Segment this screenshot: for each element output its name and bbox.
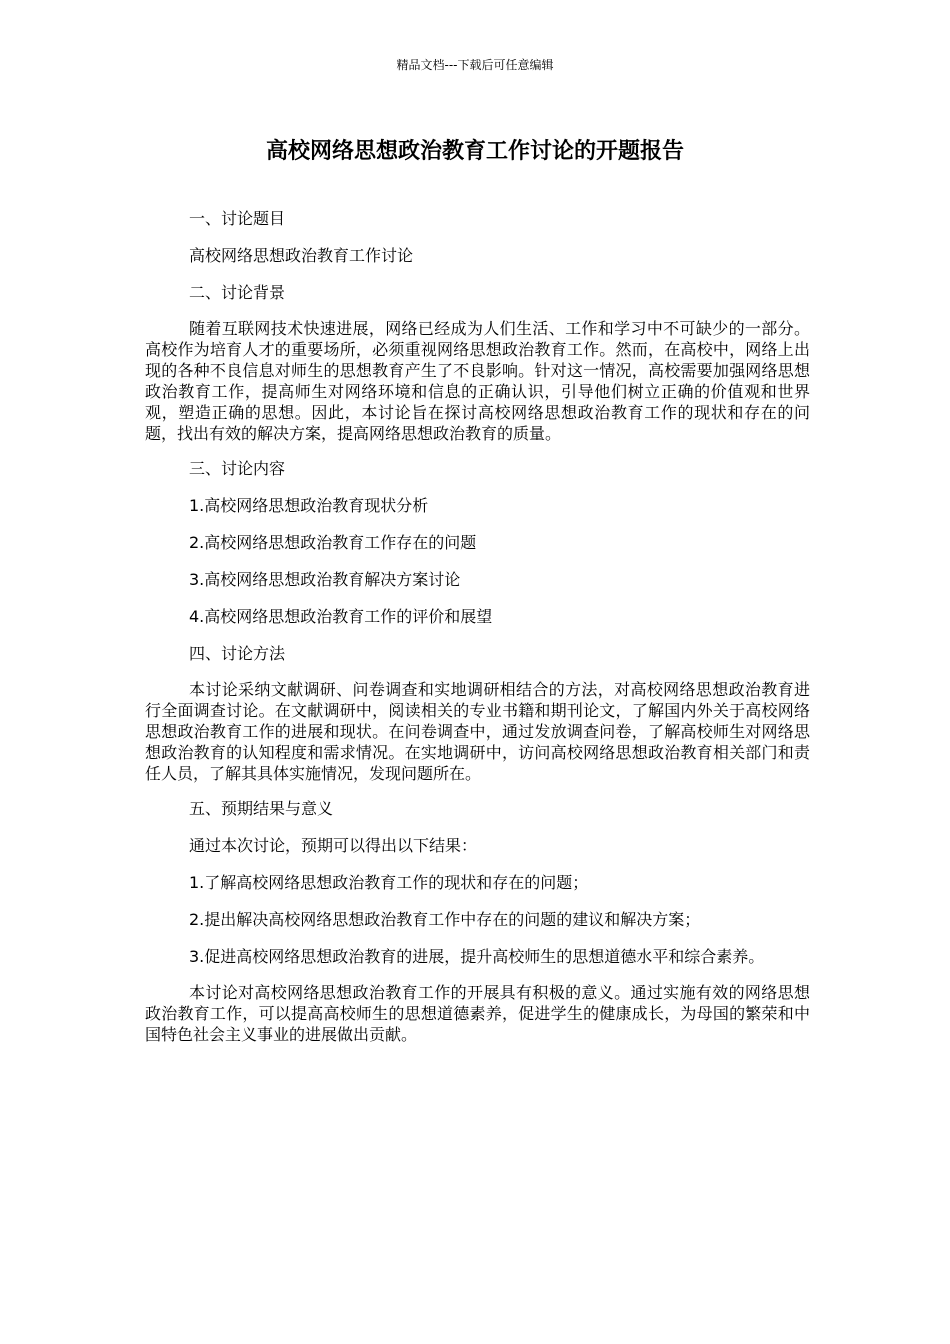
significance-paragraph: 本讨论对高校网络思想政治教育工作的开展具有积极的意义。通过实施有效的网络思想政治教育工作，可以提高高校师生的思想道德素养，促进学生的健康成长，为母国的繁荣和中国特色社会主义事业的进展做出贡献。 — [145, 983, 810, 1044]
section-heading-content: 三、讨论内容 — [189, 459, 286, 478]
result-item-3: 3.促进高校网络思想政治教育的进展，提升高校师生的思想道德水平和综合素养。 — [189, 947, 765, 966]
document-title: 高校网络思想政治教育工作讨论的开题报告 — [265, 139, 684, 164]
section-heading-topic: 一、讨论题目 — [189, 209, 286, 228]
method-paragraph: 本讨论采纳文献调研、问卷调查和实地调研相结合的方法，对高校网络思想政治教育进行全面调查讨论。在文献调研中，阅读相关的专业书籍和期刊论文，了解国内外关于高校网络思想政治教育工作的进展和现状。在问卷调查中，通过发放调查问卷，了解高校师生对网络思想政治教育的认知程度和需求情况。在实地调研中，访问高校网络思想政治教育相关部门和责任人员，了解其具体实施情况，发现问题所在。 — [145, 680, 810, 783]
background-paragraph: 随着互联网技术快速进展，网络已经成为人们生活、工作和学习中不可缺少的一部分。高校作为培育人才的重要场所，必须重视网络思想政治教育工作。然而，在高校中，网络上出现的各种不良信息对师生的思想教育产生了不良影响。针对这一情况，高校需要加强网络思想政治教育工作，提高师生对网络环境和信息的正确认识，引导他们树立正确的价值观和世界观，塑造正确的思想。因此，本讨论旨在探讨高校网络思想政治教育工作的现状和存在的问题，找出有效的解决方案，提高网络思想政治教育的质量。 — [145, 319, 810, 443]
content-item-4: 4.高校网络思想政治教育工作的评价和展望 — [189, 607, 493, 626]
results-intro: 通过本次讨论，预期可以得出以下结果： — [189, 836, 478, 855]
section-heading-results: 五、预期结果与意义 — [189, 799, 334, 818]
content-item-3: 3.高校网络思想政治教育解决方案讨论 — [189, 570, 461, 589]
document-body — [145, 207, 810, 1058]
content-item-2: 2.高校网络思想政治教育工作存在的问题 — [189, 533, 477, 552]
result-item-2: 2.提出解决高校网络思想政治教育工作中存在的问题的建议和解决方案； — [189, 910, 701, 929]
content-item-1: 1.高校网络思想政治教育现状分析 — [189, 496, 429, 515]
section-heading-background: 二、讨论背景 — [189, 283, 286, 302]
page-header: 精品文档---下载后可任意编辑 — [396, 58, 554, 72]
result-item-1: 1.了解高校网络思想政治教育工作的现状和存在的问题； — [189, 873, 589, 892]
section-heading-method: 四、讨论方法 — [189, 644, 286, 663]
topic-text: 高校网络思想政治教育工作讨论 — [189, 246, 414, 265]
